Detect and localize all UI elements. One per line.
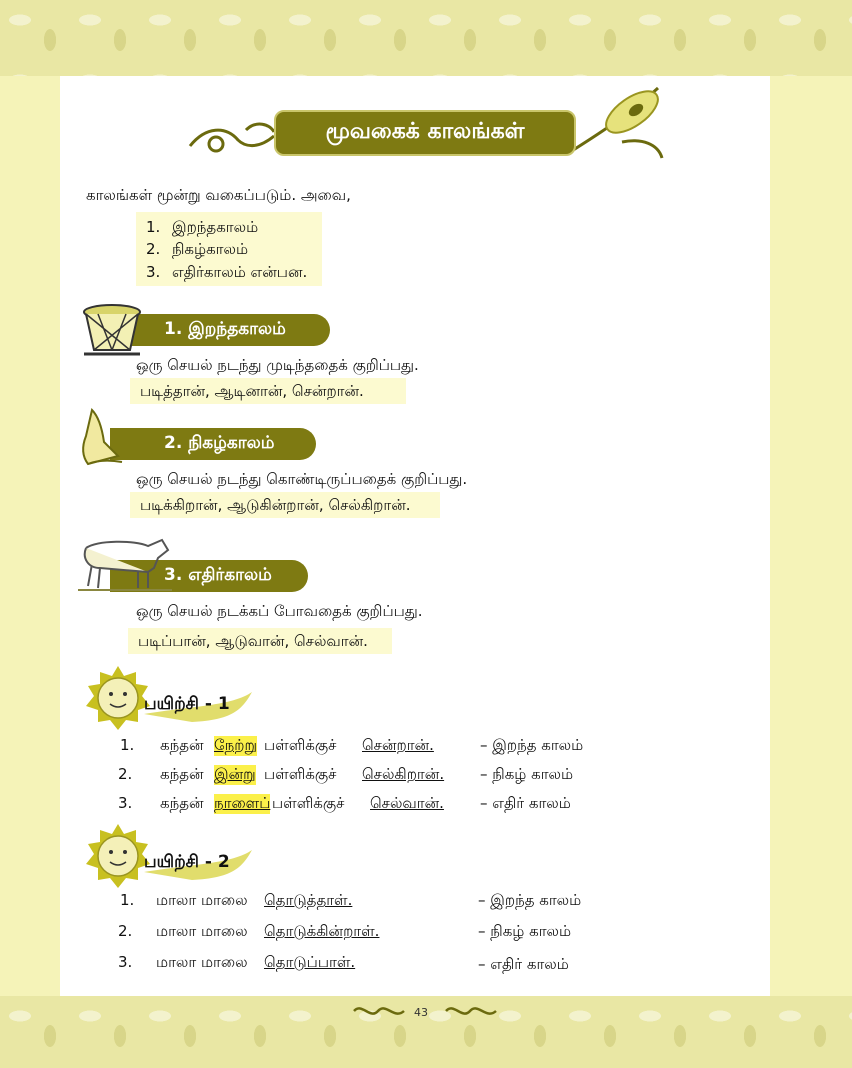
left-margin	[0, 76, 60, 996]
exercise-place: பள்ளிக்குச்	[264, 765, 337, 783]
exercise-row-num: 1.	[120, 891, 135, 909]
exercise-verb: தொடுத்தாள்.	[264, 891, 353, 909]
exercise-tense: – இறந்த காலம்	[478, 891, 582, 909]
scroll-ornament-icon	[444, 1002, 498, 1020]
exercise-row-num: 3.	[118, 794, 133, 812]
section-heading-present	[110, 428, 316, 460]
exercise-row-num: 1.	[120, 736, 135, 754]
exercise-subject: மாலா மாலை	[156, 891, 248, 909]
exercise-row-num: 2.	[118, 765, 133, 783]
exercise-subject: கந்தன்	[160, 736, 204, 754]
exercise-tense: – இறந்த காலம்	[480, 736, 584, 754]
exercise-tense: – நிகழ் காலம்	[478, 922, 572, 940]
exercise-time-word: இன்று	[214, 765, 256, 783]
section-heading-label: 3. எதிர்காலம்	[164, 565, 272, 585]
list-item: எதிர்காலம் என்பன.	[172, 263, 308, 281]
section-heading-label: 1. இறந்தகாலம்	[164, 319, 286, 339]
page-number: 43	[414, 1006, 428, 1019]
section-heading-label: 2. நிகழ்காலம்	[164, 433, 275, 453]
exercise-verb: சென்றான்.	[362, 736, 434, 754]
exercise-subject: கந்தன்	[160, 765, 204, 783]
list-item-num: 1.	[146, 218, 161, 236]
exercise-place: பள்ளிக்குச்	[272, 794, 345, 812]
section-desc: ஒரு செயல் நடக்கப் போவதைக் குறிப்பது.	[136, 602, 423, 620]
right-margin	[770, 76, 852, 996]
exercise-verb: தொடுக்கின்றாள்.	[264, 922, 380, 940]
section-desc: ஒரு செயல் நடந்து முடிந்ததைக் குறிப்பது.	[136, 356, 419, 374]
exercise-subject: மாலா மாலை	[156, 922, 248, 940]
list-item: நிகழ்காலம்	[172, 240, 249, 258]
exercise-verb: செல்வான்.	[370, 794, 444, 812]
top-decorative-border	[0, 0, 852, 76]
list-item-num: 2.	[146, 240, 161, 258]
scroll-ornament-icon	[352, 1002, 406, 1020]
exercise-subject: கந்தன்	[160, 794, 204, 812]
exercise-tense: – எதிர் காலம்	[478, 955, 569, 973]
section-examples: படிப்பான், ஆடுவான், செல்வான்.	[138, 632, 368, 650]
drum-icon	[80, 302, 144, 358]
section-examples: படிக்கிறான், ஆடுகின்றான், செல்கிறான்.	[140, 496, 411, 514]
exercise-2-title: பயிற்சி - 2	[144, 852, 230, 872]
exercise-time-word: நாளைப்	[214, 794, 271, 812]
intro-text: காலங்கள் மூன்று வகைப்படும். அவை,	[86, 186, 351, 204]
list-item: இறந்தகாலம்	[172, 218, 259, 236]
exercise-verb: செல்கிறான்.	[362, 765, 445, 783]
section-desc: ஒரு செயல் நடந்து கொண்டிருப்பதைக் குறிப்பது.	[136, 470, 468, 488]
exercise-row-num: 2.	[118, 922, 133, 940]
exercise-time-word: நேற்று	[214, 736, 258, 754]
exercise-1-title: பயிற்சி - 1	[144, 694, 230, 714]
section-examples: படித்தான், ஆடினான், சென்றான்.	[140, 382, 364, 400]
exercise-verb: தொடுப்பாள்.	[264, 953, 356, 971]
list-item-num: 3.	[146, 263, 161, 281]
exercise-subject: மாலா மாலை	[156, 953, 248, 971]
exercise-tense: – எதிர் காலம்	[480, 794, 571, 812]
exercise-tense: – நிகழ் காலம்	[480, 765, 574, 783]
peacock-feather-icon	[562, 82, 666, 162]
page-title: மூவகைக் காலங்கள்	[274, 110, 576, 156]
exercise-row-num: 3.	[118, 953, 133, 971]
cow-icon	[78, 528, 172, 594]
scroll-ornament-icon	[186, 118, 278, 158]
praying-hands-icon	[78, 406, 128, 468]
exercise-place: பள்ளிக்குச்	[264, 736, 337, 754]
